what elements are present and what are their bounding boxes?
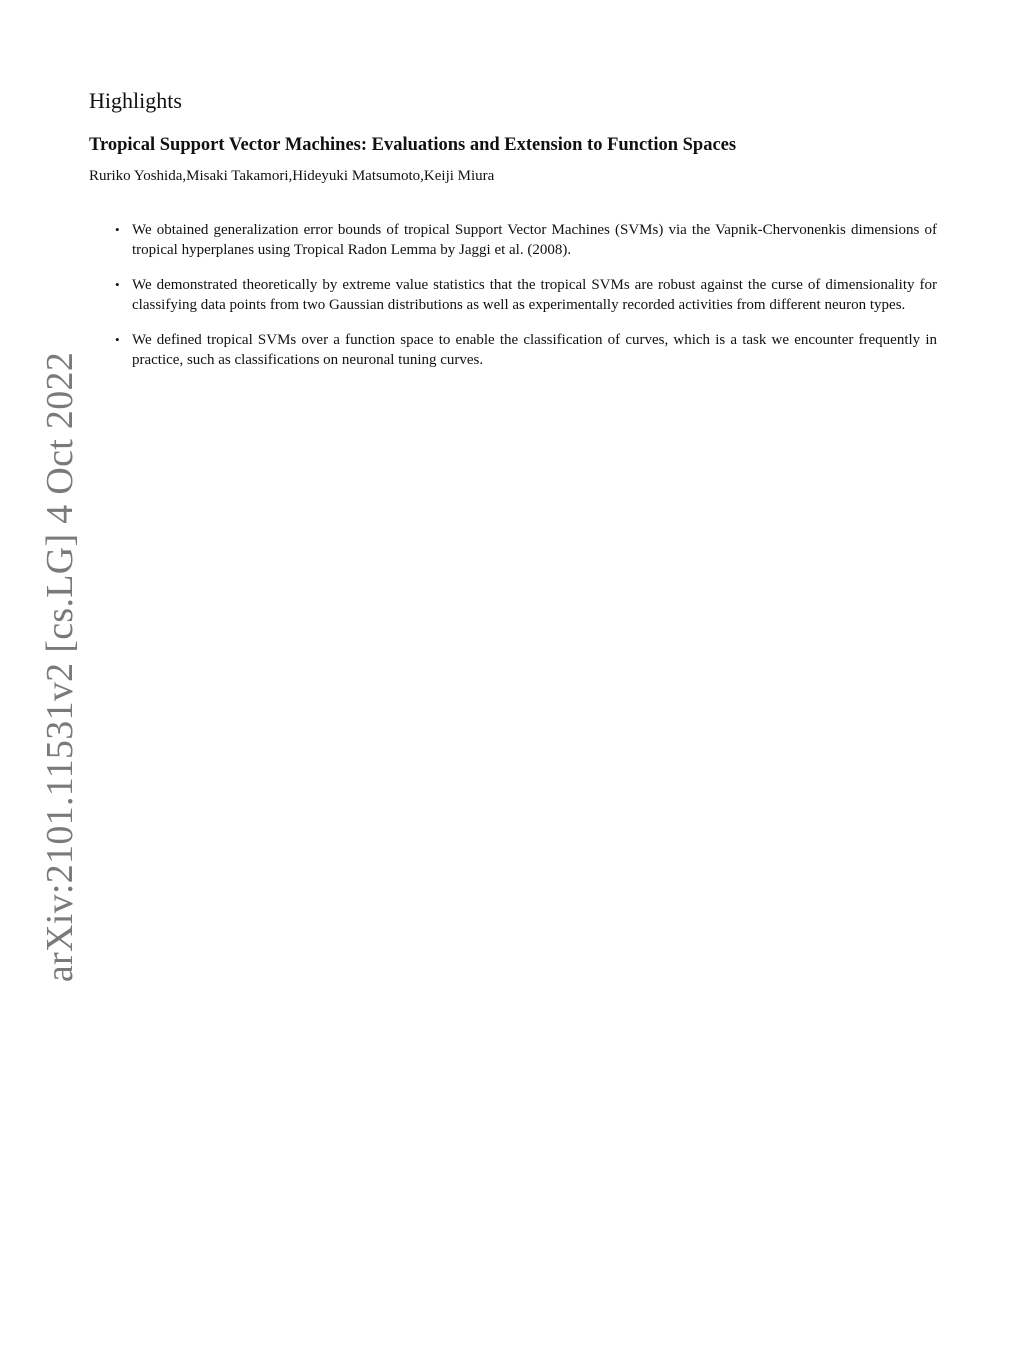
- highlight-text: We defined tropical SVMs over a function space to enable the classification of curves, which is a task we encounter frequently in practice, such as classifications on neuronal tuning curves.: [132, 331, 937, 369]
- highlight-item: [89, 220, 937, 261]
- arxiv-identifier-stamp: arXiv:2101.11531v2 [cs.LG] 4 Oct 2022: [39, 351, 81, 983]
- highlight-item: [89, 275, 937, 316]
- author-list: Ruriko Yoshida,Misaki Takamori,Hideyuki Matsumoto,Keiji Miura: [89, 168, 495, 185]
- bullet-icon: •: [115, 221, 120, 237]
- highlights-page: [89, 88, 937, 385]
- highlight-text: We obtained generalization error bounds of tropical Support Vector Machines (SVMs) via the Vapnik-Chervonenkis dimensions of tropical hyperplanes using Tropical Radon Lemma by Jaggi et al. (2008).: [132, 221, 937, 259]
- bullet-icon: •: [115, 276, 120, 292]
- paper-title: Tropical Support Vector Machines: Evaluations and Extension to Function Spaces: [89, 135, 737, 156]
- section-heading: Highlights: [89, 88, 182, 113]
- highlights-list: [89, 220, 937, 371]
- highlight-text: We demonstrated theoretically by extreme value statistics that the tropical SVMs are robust against the curse of dimensionality for classifying data points from two Gaussian distributions as well as experimentally recorded activities from different neuron types.: [132, 276, 937, 314]
- highlight-item: [89, 330, 937, 371]
- bullet-icon: •: [115, 331, 120, 347]
